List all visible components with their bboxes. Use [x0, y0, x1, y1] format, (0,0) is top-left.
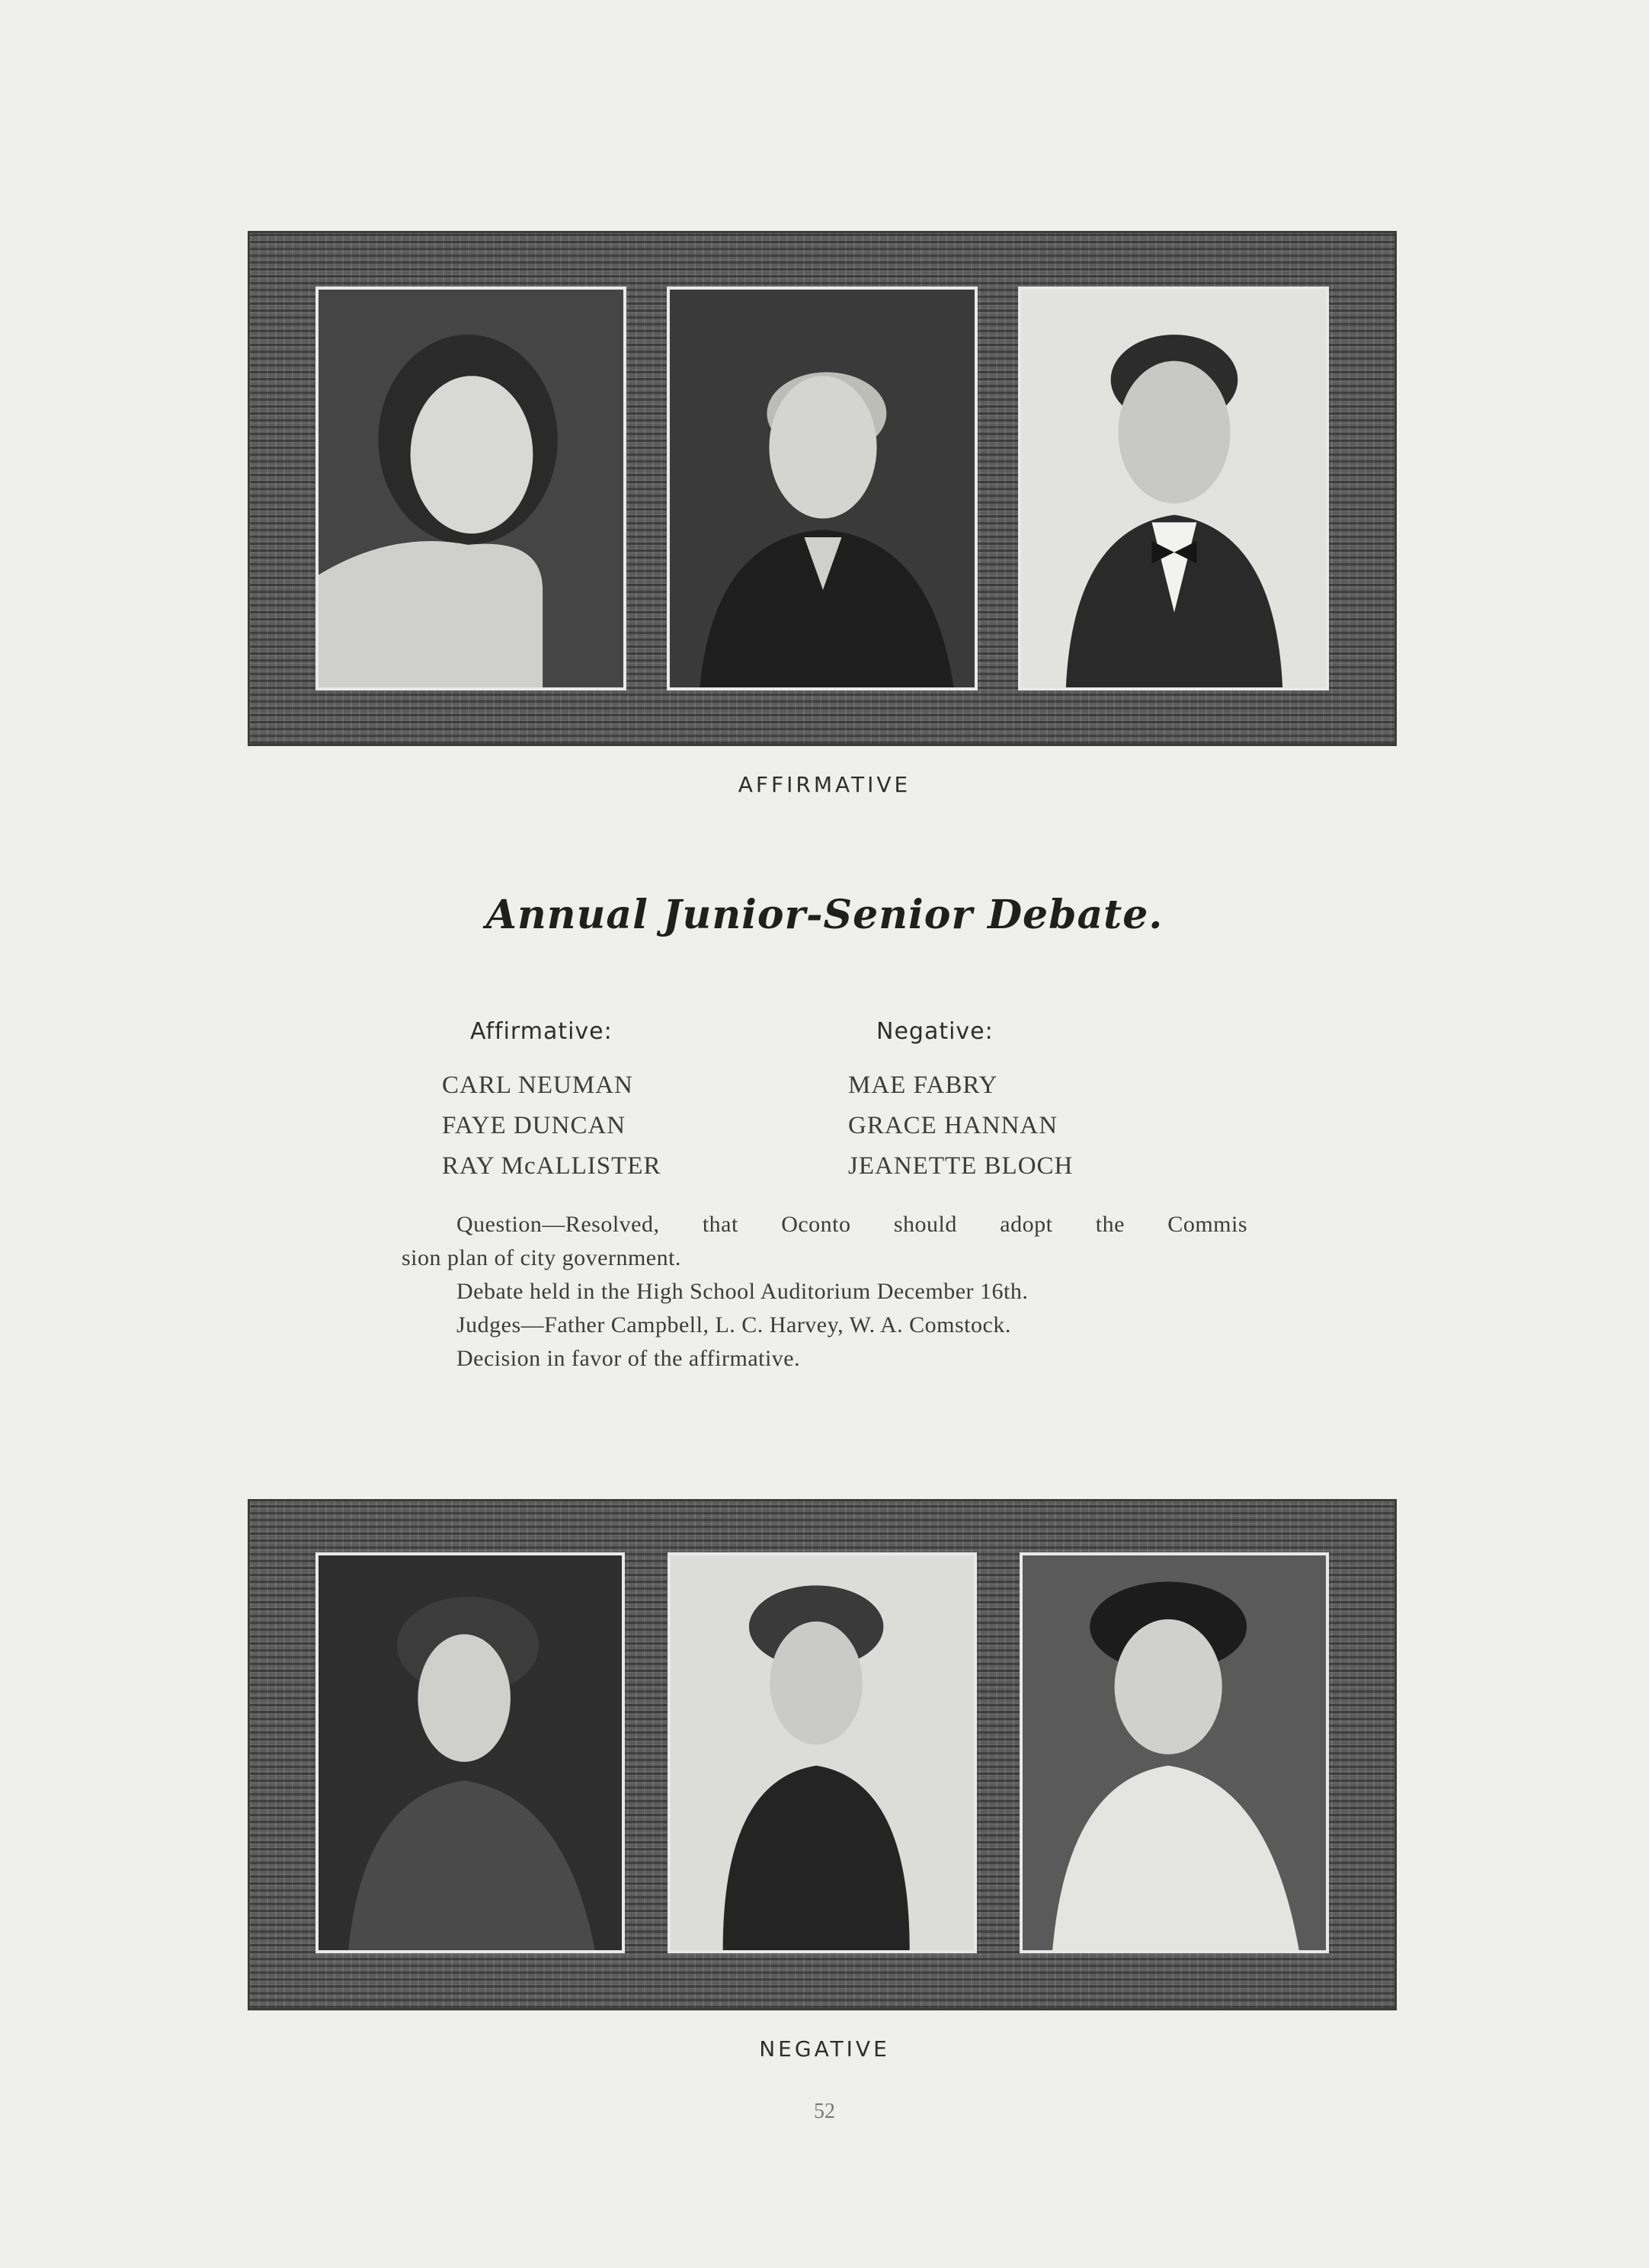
portrait-photo: [1020, 1552, 1329, 1953]
debater-name: GRACE HANNAN: [848, 1112, 1058, 1139]
page-title: Annual Junior-Senior Debate.: [485, 892, 1164, 938]
portrait-photo: [315, 287, 626, 690]
debate-details: [402, 1208, 1247, 1376]
negative-photo-panel: [248, 1499, 1397, 2010]
debater-name: MAE FABRY: [848, 1072, 998, 1099]
venue-text: Debate held in the High School Auditorium December 16th.: [456, 1279, 1029, 1304]
portrait-photo: [668, 1552, 977, 1953]
question-text-continued: sion plan of city government.: [402, 1245, 681, 1270]
page-number: 52: [814, 2100, 835, 2123]
affirmative-heading: Affirmative:: [470, 1018, 613, 1045]
portrait-photo: [667, 287, 978, 690]
debater-name: JEANETTE BLOCH: [848, 1152, 1074, 1180]
decision-text: Decision in favor of the affirmative.: [456, 1346, 801, 1371]
affirmative-caption: AFFIRMATIVE: [738, 772, 911, 797]
negative-name-list: [848, 1065, 1073, 1187]
negative-heading: Negative:: [876, 1018, 994, 1045]
portrait-photo: [1018, 287, 1329, 690]
portrait-photo: [315, 1552, 625, 1953]
question-text: Question—Resolved, that Oconto should adopt the Commis: [456, 1212, 1247, 1237]
affirmative-photo-panel: [248, 231, 1397, 746]
affirmative-name-list: [442, 1065, 661, 1187]
debater-name: FAYE DUNCAN: [442, 1112, 626, 1139]
negative-caption: NEGATIVE: [759, 2036, 890, 2061]
judges-text: Judges—Father Campbell, L. C. Harvey, W. A. Comstock.: [456, 1312, 1011, 1337]
debater-name: CARL NEUMAN: [442, 1072, 633, 1099]
debater-name: RAY McALLISTER: [442, 1152, 661, 1180]
